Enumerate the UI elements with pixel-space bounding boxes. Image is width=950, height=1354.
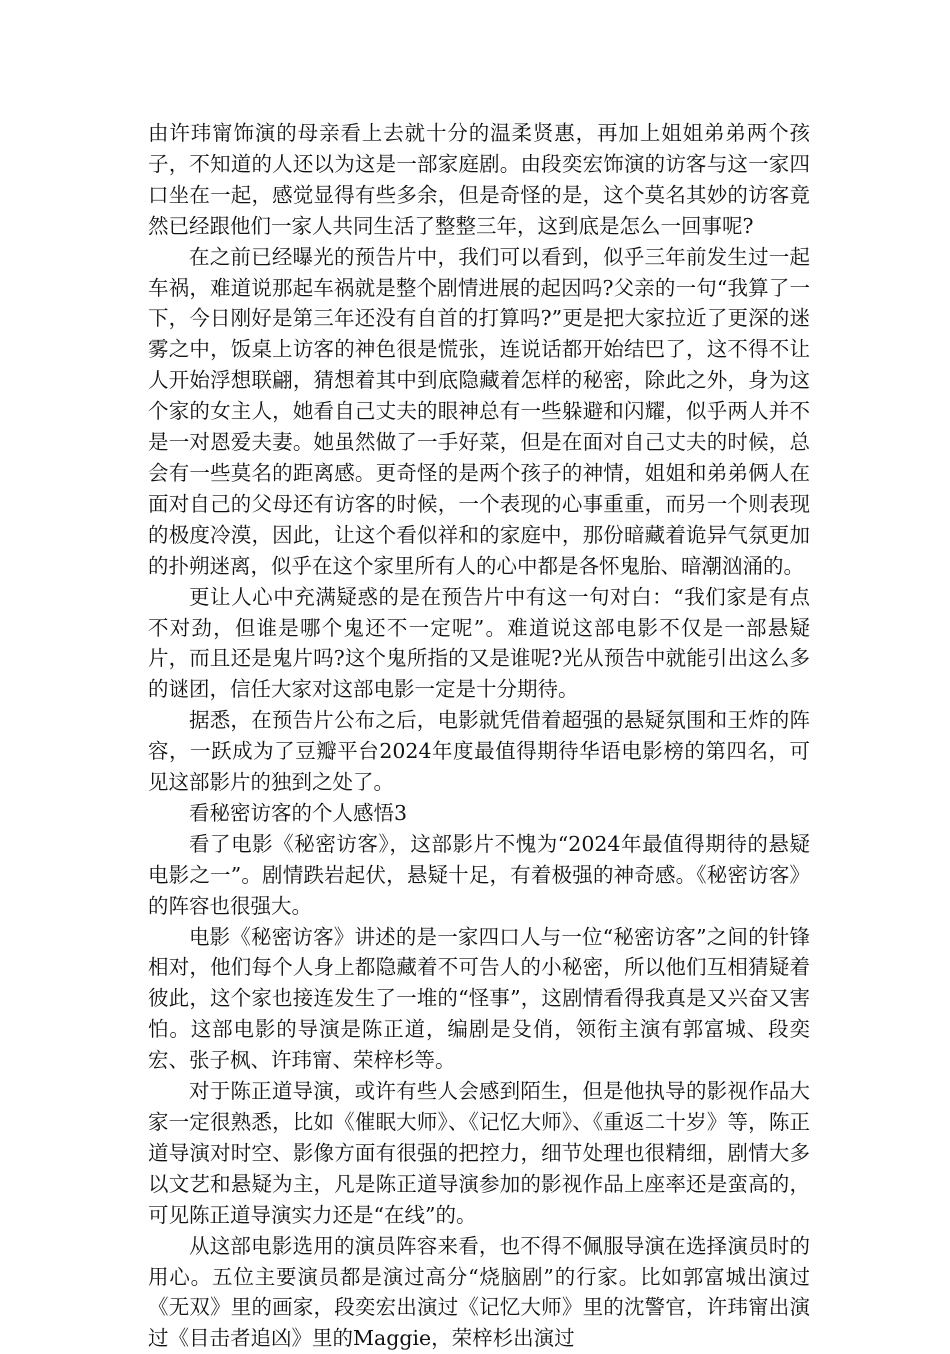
section-heading: 看秘密访客的个人感悟3 bbox=[189, 800, 408, 825]
paragraph-plot-summary: 电影《秘密访客》讲述的是一家四口人与一位“秘密访客”之间的针锋相对，他们每个人身上都隐藏着不可告人的小秘密，所以他们互相猜疑着彼此，这个家也接连发生了一堆的“怪事”，这剧情看得我真是又兴奋又害怕。这部电影的导演是陈正道，编剧是殳俏，领衔主演有郭富城、段奕宏、张子枫、许玮甯、荣梓杉等。 bbox=[148, 924, 810, 1073]
paragraph-review-opening: 看了电影《秘密访客》，这部影片不愧为“2024年最值得期待的悬疑电影之一”。剧情跌岩起伏，悬疑十足，有着极强的神奇感。《秘密访客》的阵容也很强大。 bbox=[148, 831, 810, 918]
document-body bbox=[148, 118, 810, 1354]
paragraph-douban-ranking: 据悉，在预告片公布之后，电影就凭借着超强的悬疑氛围和王炸的阵容，一跃成为了豆瓣平台2024年度最值得期待华语电影榜的第四名，可见这部影片的独到之处了。 bbox=[148, 708, 810, 795]
paragraph-trailer-mystery: 在之前已经曝光的预告片中，我们可以看到，似乎三年前发生过一起车祸，难道说那起车祸就是整个剧情进展的起因吗?父亲的一句“我算了一下，今日刚好是第三年还没有自首的打算吗?”更是把大家拉近了更深的迷雾之中，饭桌上访客的神色很是慌张，连说话都开始结巴了，这不得不让人开始浮想联翩，猜想着其中到底隐藏着怎样的秘密，除此之外，身为这个家的女主人，她看自己丈夫的眼神总有一些躲避和闪耀，似乎两人并不是一对恩爱夫妻。她虽然做了一手好菜，但是在面对自己丈夫的时候，总会有一些莫名的距离感。更奇怪的是两个孩子的神情，姐姐和弟弟俩人在面对自己的父母还有访客的时候，一个表现的心事重重，而另一个则表现的极度冷漠，因此，让这个看似祥和的家庭中，那份暗藏着诡异气氛更加的扑朔迷离，似乎在这个家里所有人的心中都是各怀鬼胎、暗潮汹涌的。 bbox=[148, 244, 810, 578]
paragraph-director: 对于陈正道导演，或许有些人会感到陌生，但是他执导的影视作品大家一定很熟悉，比如《催眠大师》、《记忆大师》、《重返二十岁》等，陈正道导演对时空、影像方面有很强的把控力，细节处理也很精细，剧情大多以文艺和悬疑为主，凡是陈正道导演参加的影视作品上座率还是蛮高的，可见陈正道导演实力还是“在线”的。 bbox=[148, 1079, 810, 1227]
paragraph-dialogue: 更让人心中充满疑惑的是在预告片中有这一句对白：“我们家是有点不对劲，但谁是哪个鬼还不一定呢”。难道说这部电影不仅是一部悬疑片，而且还是鬼片吗?这个鬼所指的又是谁呢?光从预告中就能引出这么多的谜团，信任大家对这部电影一定是十分期待。 bbox=[148, 584, 810, 702]
paragraph-cast: 从这部电影选用的演员阵容来看，也不得不佩服导演在选择演员时的用心。五位主要演员都是演过高分“烧脑剧”的行家。比如郭富城出演过《无双》里的画家，段奕宏出演过《记忆大师》里的沈警官，许玮甯出演过《目击者追凶》里的Maggie，荣梓杉出演过 bbox=[148, 1233, 810, 1351]
paragraph-intro: 由许玮甯饰演的母亲看上去就十分的温柔贤惠，再加上姐姐弟弟两个孩子，不知道的人还以为这是一部家庭剧。由段奕宏饰演的访客与这一家四口坐在一起，感觉显得有些多余，但是奇怪的是，这个莫名其妙的访客竟然已经跟他们一家人共同生活了整整三年，这到底是怎么一回事呢? bbox=[148, 121, 810, 238]
